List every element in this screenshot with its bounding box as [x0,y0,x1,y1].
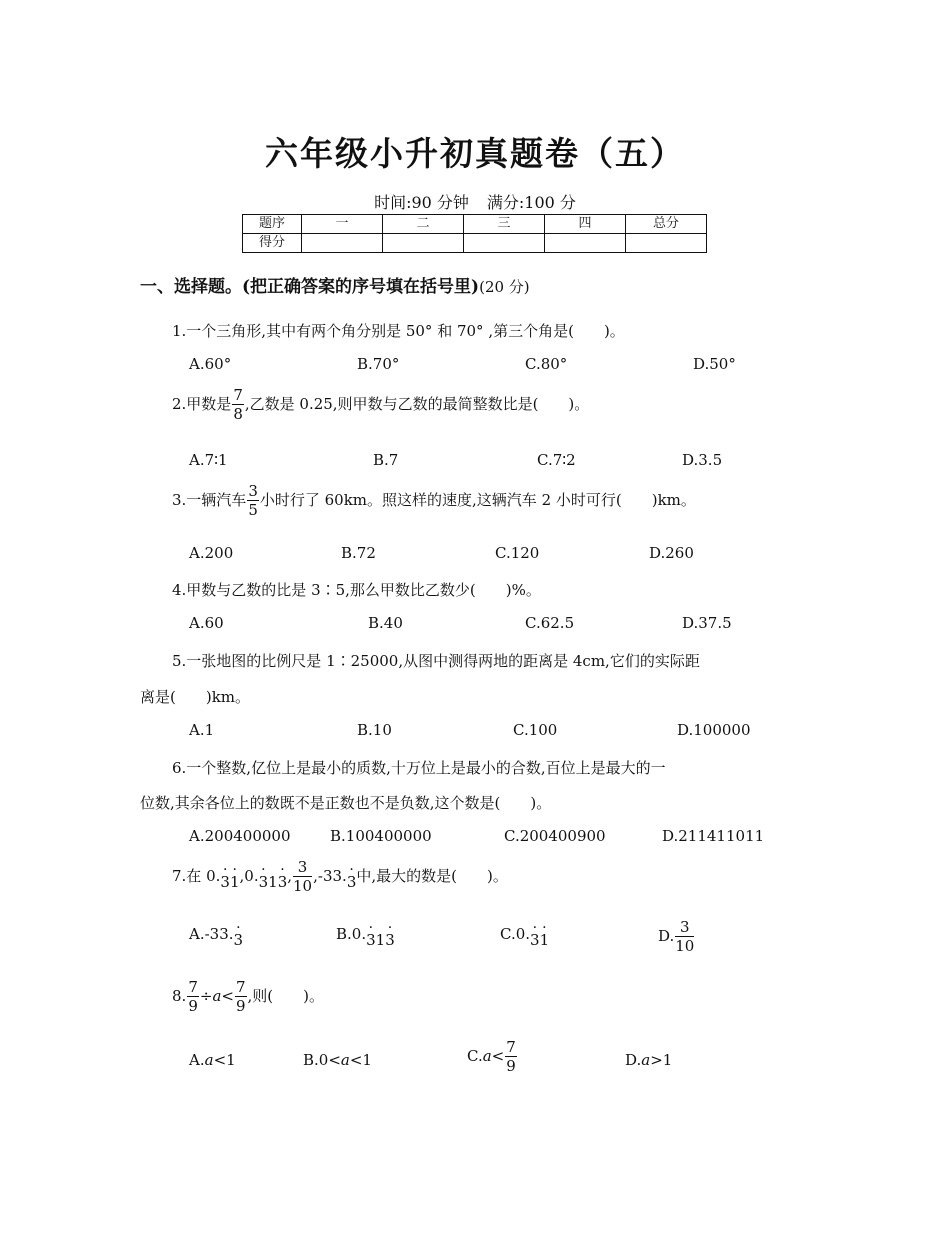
q8-text-start: 8. [172,987,187,1005]
question-7 [172,860,508,894]
q7-option-b-text: B.0. [336,925,367,943]
q8-fraction-numerator: 7 [188,978,198,996]
q8-option-c-denominator: 9 [506,1057,516,1075]
q3-option-a[interactable]: A.200 [189,544,234,562]
section-points: (20 分) [479,278,530,296]
q2-fraction-numerator: 7 [233,386,243,404]
q8-option-d-variable: a [641,1051,651,1069]
q7-option-d[interactable] [658,920,695,954]
q8-fraction-2-numerator: 7 [235,978,246,996]
score-header-cell: 总分 [626,215,707,234]
q7-number-1-repeat-digit: · 1 [230,873,240,891]
q7-option-d-numerator: 3 [675,920,694,937]
q7-number-2-digit: 1 [268,873,278,891]
q1-option-d[interactable]: D.50° [693,355,736,373]
q7-separator: , [313,867,318,885]
q8-option-c[interactable] [467,1040,518,1074]
q7-option-b[interactable] [336,925,395,949]
q8-option-c-variable: a [482,1047,492,1065]
q5-option-a[interactable]: A.1 [189,721,215,739]
q6-option-b[interactable]: B.100400000 [330,827,432,845]
q1-option-c[interactable]: C.80° [525,355,568,373]
q7-option-c-text: C.0. [500,925,531,943]
q7-fraction [293,860,312,894]
q7-option-c-repeat-digit: · 1 [540,931,550,949]
q8-option-b-text: B.0< [303,1051,341,1069]
q8-option-d[interactable] [625,1051,672,1069]
q7-number-1-repeat-digit: · 3 [220,873,230,891]
q2-option-c[interactable]: C.7∶2 [537,451,576,469]
score-table [242,214,707,253]
q7-option-a[interactable] [189,925,244,949]
q6-option-a[interactable]: A.200400000 [189,827,291,845]
question-1: 1.一个三角形,其中有两个角分别是 50° 和 70° ,第三个角是( )。 [172,322,625,340]
question-5-line-1: 5.一张地图的比例尺是 1∶25000,从图中测得两地的距离是 4cm,它们的实际距 [172,652,700,670]
q3-fraction-denominator: 5 [248,501,258,519]
q7-option-d-fraction [675,920,694,954]
score-cell[interactable] [464,234,545,253]
q2-option-d[interactable]: D.3.5 [682,451,723,469]
score-cell[interactable] [302,234,383,253]
q7-number-2-repeat-digit: · 3 [278,873,288,891]
q8-fraction-2 [235,980,247,1014]
q4-option-a[interactable]: A.60 [189,614,224,632]
q7-number-2-repeat-digit: · 3 [259,873,269,891]
q6-option-c[interactable]: C.200400900 [504,827,606,845]
q2-fraction [232,388,244,422]
q3-text-start: 3.一辆汽车 [172,491,247,509]
score-header-cell: 一 [302,215,383,234]
q2-fraction-denominator: 8 [233,405,243,423]
q3-text-end: 小时行了 60km。照这样的速度,这辆汽车 2 小时可行( )km。 [259,491,696,509]
q8-option-d-rest: >1 [650,1051,673,1069]
q2-option-b[interactable]: B.7 [373,451,399,469]
q8-text-end: ,则( )。 [247,987,324,1005]
q3-option-d[interactable]: D.260 [649,544,694,562]
q7-number-4-repeat-digit: · 3 [347,873,357,891]
score-table-header [243,215,707,234]
q8-less-than: < [221,987,234,1005]
q4-option-c[interactable]: C.62.5 [525,614,575,632]
q7-option-d-text: D. [658,927,675,945]
page-title: 六年级小升初真题卷（五） [265,134,685,173]
q8-fraction-denominator: 9 [188,997,198,1015]
q7-number-1-int: 0. [206,867,221,885]
q7-separator: , [239,867,245,885]
score-header-cell: 题序 [243,215,302,234]
score-cell[interactable] [383,234,464,253]
q4-option-b[interactable]: B.40 [368,614,403,632]
q2-text-start: 2.甲数是 [172,395,232,413]
exam-time: 时间:90 分钟 [374,193,469,212]
q5-option-d[interactable]: D.100000 [677,721,751,739]
score-cell[interactable] [626,234,707,253]
q7-option-b-repeat-digit: · 3 [385,931,395,949]
score-header-cell: 三 [464,215,545,234]
score-header-cell: 二 [383,215,464,234]
q1-option-a[interactable]: A.60° [189,355,232,373]
q7-option-d-denominator: 10 [675,937,695,955]
exam-full-score: 满分:100 分 [486,193,576,212]
score-cell[interactable] [545,234,626,253]
q4-option-d[interactable]: D.37.5 [682,614,732,632]
q2-text-end: ,乙数是 0.25,则甲数与乙数的最简整数比是( )。 [244,395,590,413]
q8-fraction [187,980,199,1014]
question-2 [172,388,589,422]
q7-separator: , [287,867,293,885]
q8-fraction-2-denominator: 9 [235,997,246,1015]
q7-number-2-int: 0. [244,867,259,885]
section-title: 一、选择题。(把正确答案的序号填在括号里) [140,277,480,297]
q8-option-a-variable: a [204,1051,214,1069]
q5-option-b[interactable]: B.10 [357,721,392,739]
q7-fraction-denominator: 10 [293,877,313,895]
score-header-cell: 四 [545,215,626,234]
score-row-label: 得分 [243,234,302,253]
q8-option-b-variable: a [340,1051,350,1069]
q7-text-end: 中,最大的数是( )。 [356,867,508,885]
question-3 [172,484,696,518]
q3-option-c[interactable]: C.120 [495,544,540,562]
q3-fraction [247,484,259,518]
q8-option-c-fraction [505,1040,517,1074]
q7-option-a-text: A.-33. [189,925,234,943]
q3-fraction-numerator: 3 [248,482,258,500]
q3-option-b[interactable]: B.72 [341,544,376,562]
q8-divide-sign: ÷ [199,987,213,1005]
q7-option-a-repeat-digit: · 3 [234,931,244,949]
q7-option-c-repeat-digit: · 3 [530,931,540,949]
section-heading [140,272,530,297]
question-8 [172,980,324,1014]
q1-option-b[interactable]: B.70° [357,355,400,373]
q8-option-a[interactable] [189,1051,236,1069]
q8-option-a-text: A. [189,1051,205,1069]
q8-option-c-less-than: < [491,1047,505,1065]
q7-option-b-repeat-digit: · 3 [366,931,376,949]
question-6-line-1: 6.一个整数,亿位上是最小的质数,十万位上是最小的合数,百位上是最大的一 [172,759,666,777]
q8-option-c-numerator: 7 [506,1038,516,1056]
q7-fraction-numerator: 3 [293,860,312,877]
q8-option-d-text: D. [625,1051,642,1069]
question-5-line-2: 离是( )km。 [140,688,251,706]
q8-option-a-rest: <1 [213,1051,236,1069]
q8-option-c-text: C. [467,1047,483,1065]
q5-option-c[interactable]: C.100 [513,721,558,739]
question-6-line-2: 位数,其余各位上的数既不是正数也不是负数,这个数是( )。 [140,794,552,812]
q7-number-4-int: -33. [317,867,347,885]
q2-option-a[interactable]: A.7∶1 [189,451,228,469]
q7-option-b-digit: 1 [375,931,386,949]
score-table-row [243,234,707,253]
question-4: 4.甲数与乙数的比是 3∶5,那么甲数比乙数少( )%。 [172,581,541,599]
q7-text-start: 7.在 [172,867,207,885]
q6-option-d[interactable]: D.211411011 [662,827,765,845]
q8-option-b-rest: <1 [349,1051,372,1069]
q7-option-c[interactable] [500,925,550,949]
q8-variable: a [212,987,222,1005]
q8-option-b[interactable] [303,1051,372,1069]
exam-info [0,190,950,213]
